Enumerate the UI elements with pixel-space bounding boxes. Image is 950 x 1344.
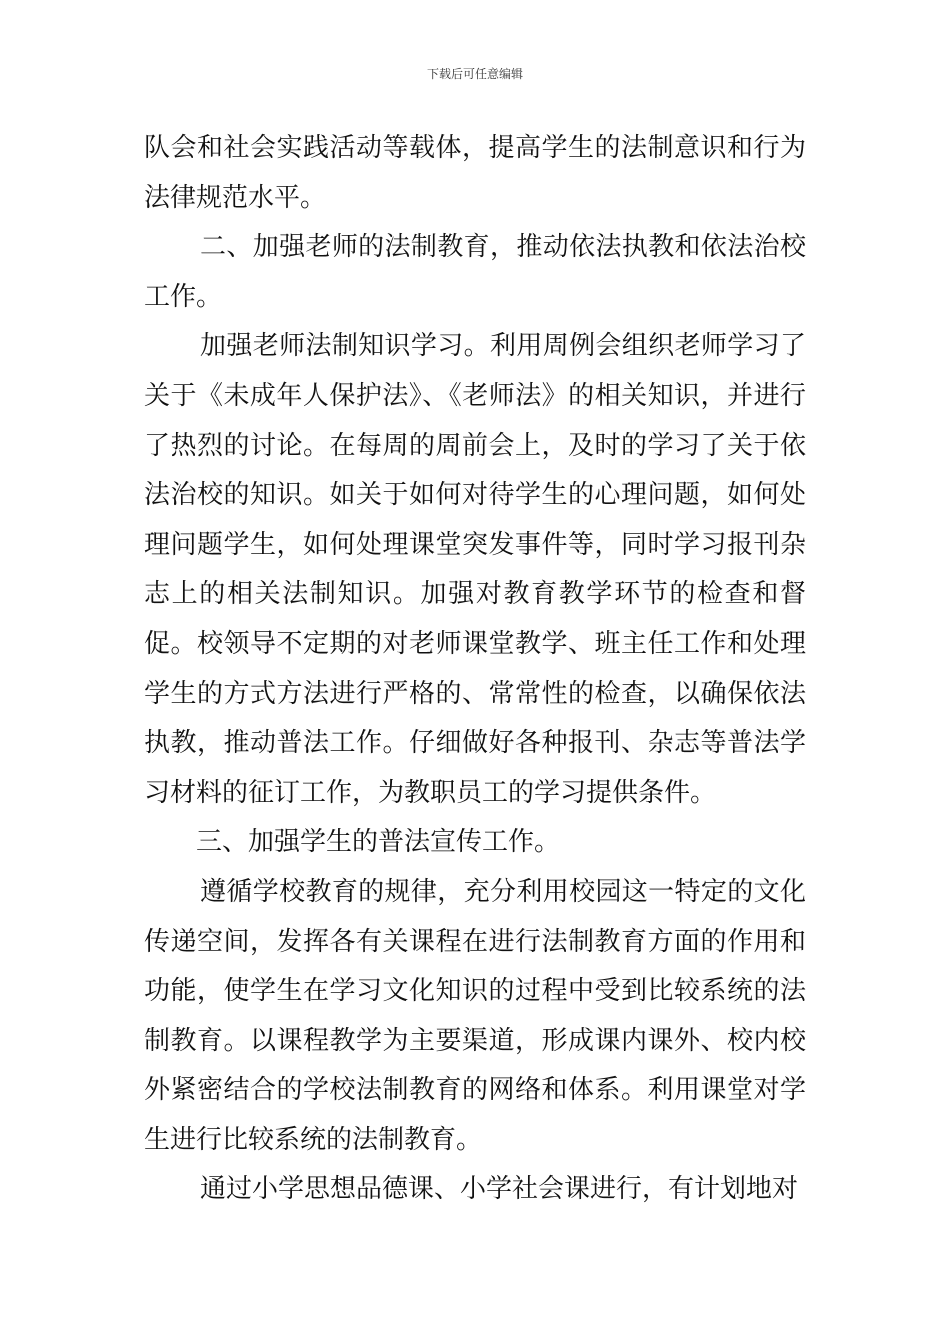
paragraph-school-education: 遵循学校教育的规律，充分利用校园这一特定的文化传递空间，发挥各有关课程在进行法制教育方面的作用和功能，使学生在学习文化知识的过程中受到比较系统的法制教育。以课程教学为主要渠道，形成课内课外、校内校外紧密结合的学校法制教育的网络和体系。利用课堂对学生进行比较系统的法制教育。 [144,876,806,1155]
document-body [144,124,806,1215]
paragraph-moral-course: 通过小学思想品德课、小学社会课进行，有计划地对 [200,1174,799,1205]
paragraph-teacher-law-study: 加强老师法制知识学习。利用周例会组织老师学习了关于《未成年人保护法》、《老师法》的相关知识，并进行了热烈的讨论。在每周的周前会上，及时的学习了关于依法治校的知识。如关于如何对待学生的心理问题，如何处理问题学生，如何处理课堂突发事件等，同时学习报刊杂志上的相关法制知识。加强对教育教学环节的检查和督促。校领导不定期的对老师课堂教学、班主任工作和处理学生的方式方法进行严格的、常常性的检查，以确保依法执教，推动普法工作。仔细做好各种报刊、杂志等普法学习材料的征订工作，为教职员工的学习提供条件。 [144,331,806,808]
paragraph-continuation: 队会和社会实践活动等载体，提高学生的法制意识和行为法律规范水平。 [144,133,806,213]
section-heading-2: 二、加强老师的法制教育，推动依法执教和依法治校工作。 [144,232,806,312]
section-heading-3: 三、加强学生的普法宣传工作。 [196,827,561,858]
page-header: 下载后可任意编辑 [426,67,523,81]
